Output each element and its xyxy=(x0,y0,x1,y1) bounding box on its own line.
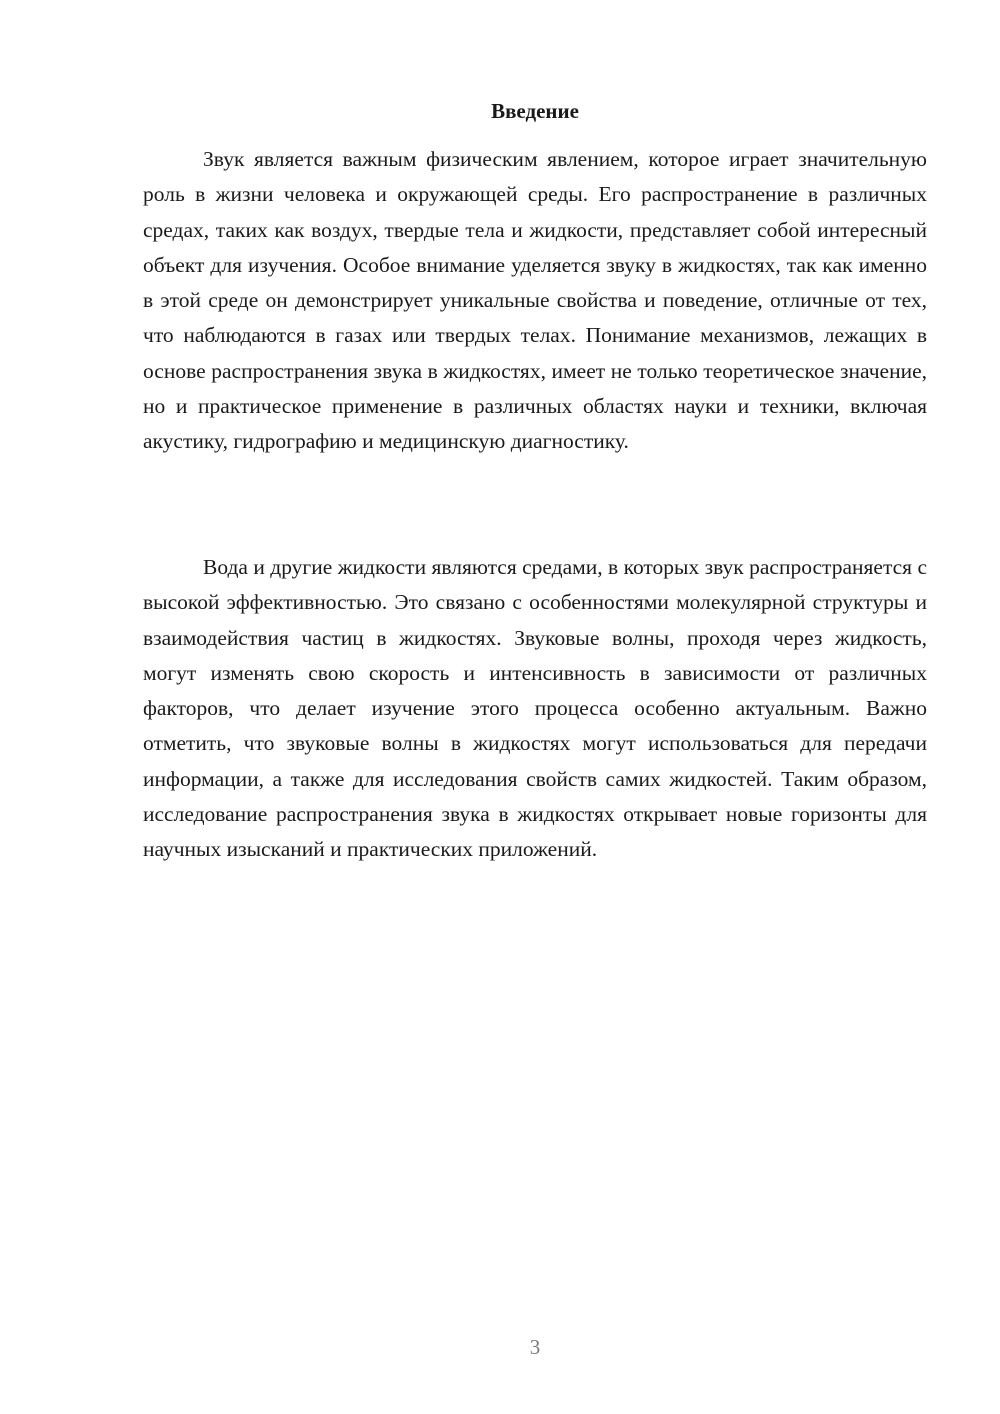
section-heading: Введение xyxy=(491,99,579,123)
paragraph-1: Звук является важным физическим явлением, которое играет значительную роль в жизни человека и окружающей среды. Его распространение в различных средах, таких как воздух, твердые тела и жидкости, представляет собой интересный объект для изучения. Особое внимание уделяется звуку в жидкостях, так как именно в этой среде он демонстрирует уникальные свойства и поведение, отличные от тех, что наблюдаются в газах или твердых телах. Понимание механизмов, лежащих в основе распространения звука в жидкостях, имеет не только теоретическое значение, но и практическое применение в различных областях науки и техники, включая акустику, гидрографию и медицинскую диагностику. xyxy=(143,147,927,454)
paragraph-2: Вода и другие жидкости являются средами, в которых звук распространяется с высокой эффективностью. Это связано с особенностями молекулярной структуры и взаимодействия частиц в жидкостях. Звуковые волны, проходя через жидкость, могут изменять свою скорость и интенсивность в зависимости от различных факторов, что делает изучение этого процесса особенно актуальным. Важно отметить, что звуковые волны в жидкостях могут использоваться для передачи информации, а также для исследования свойств самих жидкостей. Таким образом, исследование распространения звука в жидкостях открывает новые горизонты для научных изысканий и практических приложений. xyxy=(143,555,927,862)
page-number: 3 xyxy=(529,1335,541,1359)
